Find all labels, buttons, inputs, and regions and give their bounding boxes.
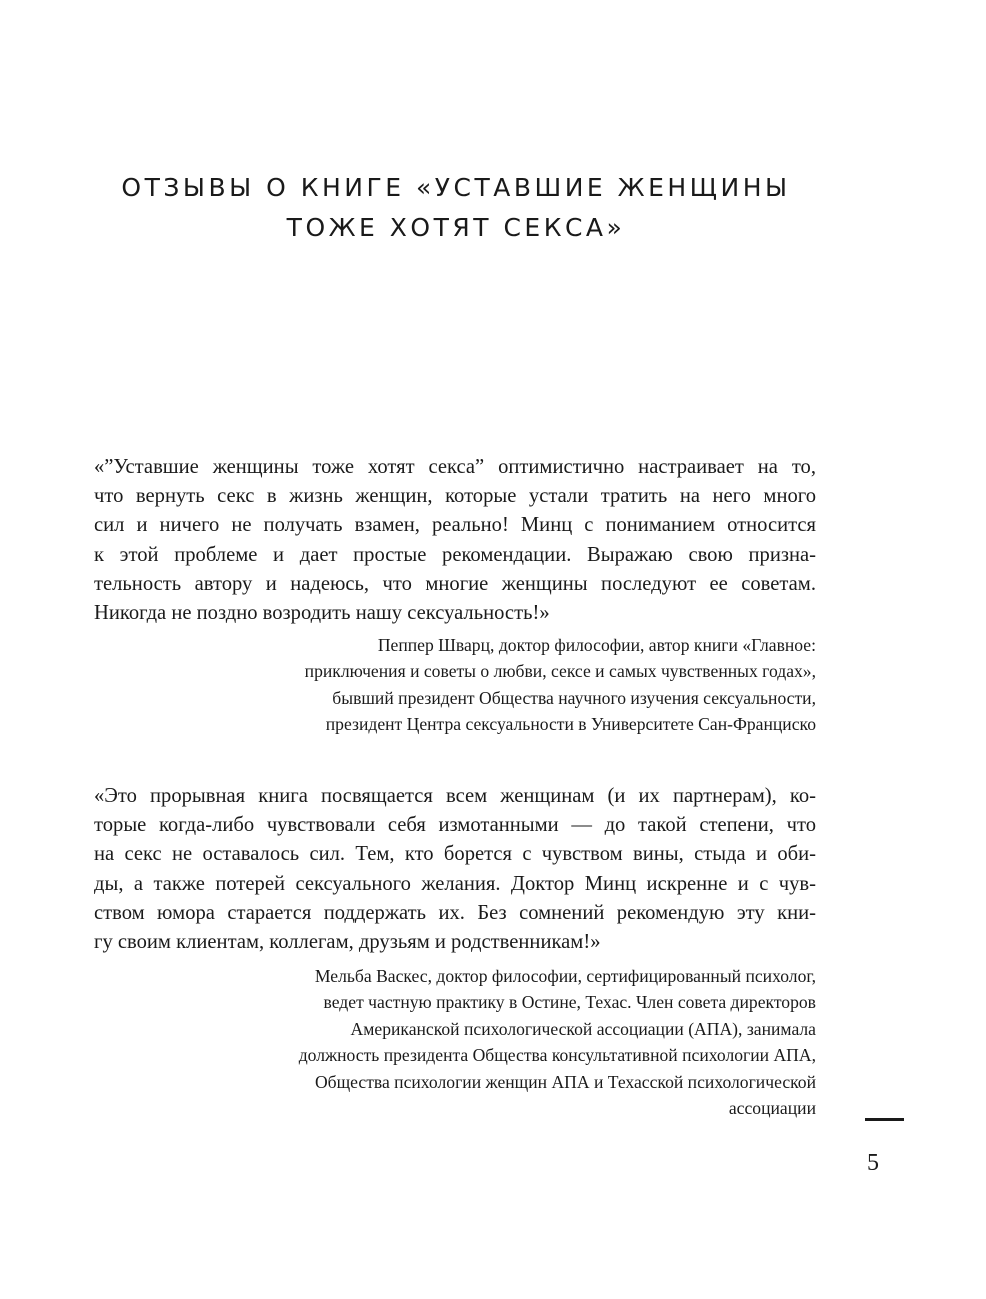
quote-line: торые когда-либо чувствовали себя измотанными — до такой степени, что bbox=[94, 814, 816, 837]
attribution-line: ведет частную практику в Остине, Техас. Член совета директоров bbox=[323, 992, 816, 1013]
review-attribution bbox=[176, 963, 816, 1121]
page-number-rule bbox=[865, 1118, 904, 1121]
title-line: ТОЖЕ ХОТЯТ СЕКСА» bbox=[286, 213, 626, 242]
review-attribution bbox=[176, 632, 816, 738]
review-quote bbox=[94, 782, 816, 957]
title-line: ОТЗЫВЫ О КНИГЕ «УСТАВШИЕ ЖЕНЩИНЫ bbox=[121, 173, 791, 202]
quote-line: что вернуть секс в жизнь женщин, которые устали тратить на него много bbox=[94, 485, 816, 508]
quote-line: ды, а также потерей сексуального желания. Доктор Минц искренне и с чув- bbox=[94, 872, 816, 895]
attribution-line: бывший президент Общества научного изучения сексуальности, bbox=[332, 687, 816, 708]
quote-line: тельность автору и надеюсь, что многие женщины последуют ее советам. bbox=[94, 572, 816, 595]
quote-line: «”Уставшие женщины тоже хотят секса” оптимистично настраивает на то, bbox=[94, 456, 816, 478]
quote-line: на секс не оставалось сил. Тем, кто борется с чувством вины, стыда и оби- bbox=[94, 843, 816, 866]
quote-line: к этой проблеме и дает простые рекомендации. Выражаю свою призна- bbox=[94, 543, 816, 566]
page-title bbox=[0, 168, 912, 248]
attribution-line: президент Центра сексуальности в Университете Сан-Франциско bbox=[325, 714, 816, 735]
quote-line: гу своим клиентам, коллегам, друзьям и родственникам!» bbox=[94, 931, 601, 954]
review-quote bbox=[94, 453, 816, 628]
attribution-line: Пеппер Шварц, доктор философии, автор книги «Главное: bbox=[377, 635, 816, 655]
quote-line: ством юмора старается поддержать их. Без сомнений рекомендую эту кни- bbox=[94, 901, 816, 924]
attribution-line: приключения и советы о любви, сексе и самых чувственных годах», bbox=[304, 661, 816, 682]
quote-line: «Это прорывная книга посвящается всем женщинам (и их партнерам), ко- bbox=[94, 785, 816, 807]
attribution-line: должность президента Общества консультативной психологии АПА, bbox=[298, 1045, 816, 1066]
attribution-line: Мельба Васкес, доктор философии, сертифицированный психолог, bbox=[314, 966, 816, 986]
attribution-line: Американской психологической ассоциации (АПА), занимала bbox=[350, 1018, 816, 1039]
attribution-line: Общества психологии женщин АПА и Техасской психологической bbox=[314, 1071, 816, 1092]
attribution-line: ассоциации bbox=[728, 1098, 816, 1119]
quote-line: сил и ничего не получать взамен, реально! Минц с пониманием относится bbox=[94, 514, 816, 537]
quote-line: Никогда не поздно возродить нашу сексуальность!» bbox=[94, 602, 550, 625]
page-number: 5 bbox=[867, 1150, 879, 1176]
